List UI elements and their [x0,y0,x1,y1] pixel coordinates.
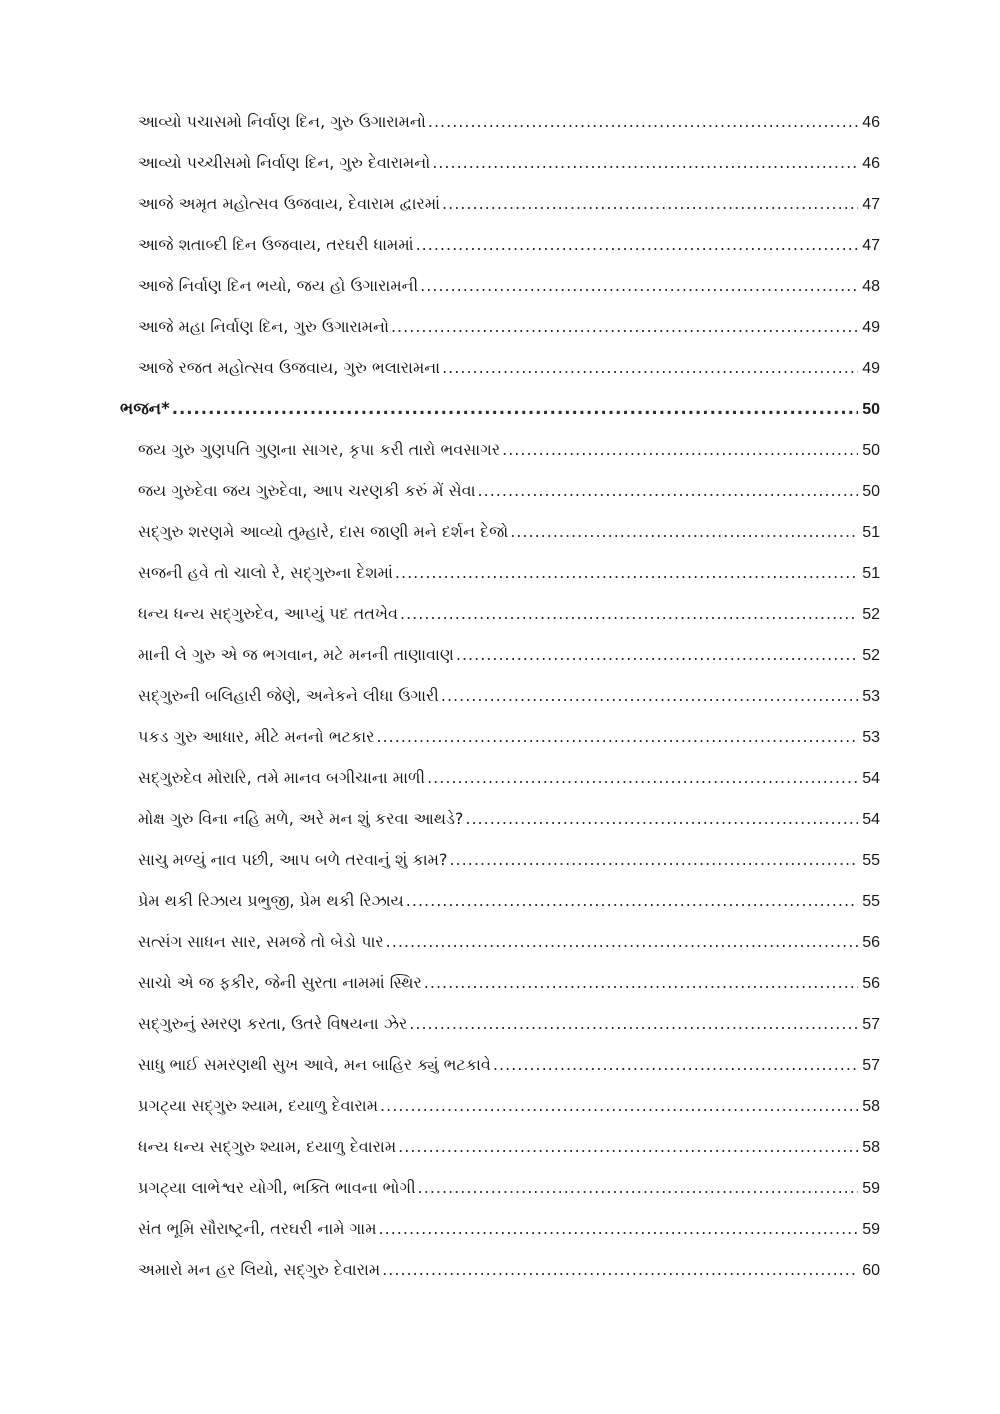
toc-entry-title: આવ્યો પચ્ચીસમો નિર્વાણ દિન, ગુરુ દેવારામનો [138,153,431,172]
dot-leader [418,1178,858,1197]
dot-leader [382,1260,858,1279]
dot-leader [428,112,858,131]
toc-page-number: 48 [862,278,880,295]
toc-entry-title: પ્રગટ્યા સદ્ગુરુ શ્યામ, દયાળુ દેવારામ [138,1096,379,1115]
dot-leader [510,522,858,541]
toc-entry [120,932,880,973]
toc-entry-title: અમારો મન હર લિયો, સદ્ગુરુ દેવારામ [138,1260,381,1279]
toc-entry-title: આજે અમૃત મહોત્સવ ઉજવાય, દેવારામ દ્વારમાં [138,194,441,213]
dot-leader [376,727,858,746]
dot-leader [442,194,858,213]
toc-entry-title: સદ્ગુરુદેવ મોરારિ, તમે માનવ બગીચાના માળી [138,768,426,787]
toc-entry-title: સંત ભૂમિ સૌરાષ્ટ્રની, તરઘરી નામે ગામ [138,1219,377,1238]
toc-entry [120,727,880,768]
toc-entry [120,112,880,153]
toc-entry-title: ભજન* [120,399,170,418]
toc-entry [120,645,880,686]
dot-leader [409,1014,858,1033]
toc-entry-title: સાધુ ભાઈ સમરણથી સુખ આવે, મન બાહિર ક્યું ભટકાવે [138,1055,491,1074]
dot-leader [449,850,858,869]
toc-entry [120,1260,880,1301]
toc-entry-title: આજે રજત મહોત્સવ ઉજવાય, ગુરુ ભલારામના [138,358,441,377]
toc-entry-title: સત્સંગ સાધન સાર, સમજે તો બેડો પાર [138,932,384,951]
toc-entry [120,809,880,850]
toc-entry [120,317,880,358]
toc-page-number: 50 [862,442,880,459]
dot-leader [478,481,858,500]
toc-entry [120,1178,880,1219]
toc-entry [120,604,880,645]
toc-entry-title: આવ્યો પચાસમો નિર્વાણ દિન, ગુરુ ઉગારામનો [138,112,426,131]
toc-page-number: 57 [862,1016,880,1033]
toc-section-heading [120,399,880,440]
toc-page-number: 47 [862,196,880,213]
toc-entry [120,1014,880,1055]
toc-entry-title: સદ્ગુરુનું સ્મરણ કરતા, ઉતરે વિષયના ઝેર [138,1014,408,1033]
toc-page-number: 49 [862,360,880,377]
toc-entry [120,768,880,809]
table-of-contents [120,112,880,1301]
toc-page-number: 57 [862,1057,880,1074]
toc-entry-title: જય ગુરુ ગુણપતિ ગુણના સાગર, કૃપા કરી તારો ભવસાગર [138,440,501,459]
dot-leader [406,891,858,910]
toc-entry-title: મોક્ષ ગુરુ વિના નહિ મળે, અરે મન શું કરવા આથડે? [138,809,464,828]
toc-page-number: 52 [862,606,880,623]
toc-page-number: 55 [862,893,880,910]
toc-page-number: 50 [862,483,880,500]
toc-entry [120,235,880,276]
toc-entry [120,1055,880,1096]
toc-page-number: 49 [862,319,880,336]
toc-page-number: 51 [862,565,880,582]
dot-leader [465,809,858,828]
toc-entry-title: સદ્ગુરુ શરણમે આવ્યો તુમ્હારે, દાસ જાણી મને દર્શન દેજો [138,522,509,541]
toc-page-number: 50 [862,401,880,418]
toc-entry [120,153,880,194]
toc-entry [120,563,880,604]
toc-page-number: 51 [862,524,880,541]
toc-entry [120,522,880,563]
dot-leader [456,645,858,664]
toc-page-number: 46 [862,155,880,172]
toc-entry [120,686,880,727]
toc-entry [120,481,880,522]
toc-entry-title: પ્રગટ્યા લાભેશ્વર યોગી, ભક્તિ ભાવના ભોગી [138,1178,416,1197]
toc-entry-title: સદ્ગુરુની બલિહારી જેણે, અનેકને લીધા ઉગારી [138,686,439,705]
toc-page-number: 53 [862,688,880,705]
toc-page-number: 59 [862,1221,880,1238]
toc-page-number: 52 [862,647,880,664]
dot-leader [424,973,858,992]
dot-leader [395,563,858,582]
toc-entry [120,358,880,399]
dot-leader [172,399,858,418]
toc-page-number: 56 [862,934,880,951]
toc-page-number: 47 [862,237,880,254]
dot-leader [386,932,858,951]
toc-entry-title: જય ગુરુદેવા જય ગુરુદેવા, આપ ચરણકી કરું મેં સેવા [138,481,476,500]
dot-leader [416,235,858,254]
dot-leader [432,153,858,172]
toc-entry [120,973,880,1014]
toc-page-number: 59 [862,1180,880,1197]
dot-leader [391,317,858,336]
toc-entry [120,891,880,932]
toc-page-number: 60 [862,1262,880,1279]
toc-page-number: 54 [862,770,880,787]
dot-leader [400,604,858,623]
toc-entry [120,1219,880,1260]
toc-entry-title: સાચો એ જ ફકીર, જેની સુરતા નામમાં સ્થિર [138,973,422,992]
dot-leader [442,358,858,377]
toc-page-number: 58 [862,1098,880,1115]
toc-entry [120,276,880,317]
toc-entry [120,194,880,235]
dot-leader [420,276,858,295]
dot-leader [502,440,858,459]
toc-entry [120,1096,880,1137]
toc-entry-title: માની લે ગુરુ એ જ ભગવાન, મટે મનની તાણાવાણ [138,645,454,664]
toc-entry-title: આજે મહા નિર્વાણ દિન, ગુરુ ઉગારામનો [138,317,389,336]
toc-entry-title: ધન્ય ધન્ય સદ્ગુરુદેવ, આપ્યું પદ તતખેવ [138,604,398,623]
toc-entry-title: સજની હવે તો ચાલો રે, સદ્ગુરુના દેશમાં [138,563,393,582]
dot-leader [427,768,858,787]
toc-entry-title: આજે નિર્વાણ દિન ભયો, જય હો ઉગારામની [138,276,419,295]
toc-entry-title: પ્રેમ થકી રિઝાય પ્રભુજી, પ્રેમ થકી રિઝાય [138,891,404,910]
toc-entry [120,440,880,481]
toc-entry-title: પકડ ગુરુ આધાર, મીટે મનનો ભટકાર [138,727,375,746]
dot-leader [380,1096,858,1115]
toc-page-number: 55 [862,852,880,869]
dot-leader [441,686,858,705]
dot-leader [398,1137,858,1156]
toc-entry [120,850,880,891]
dot-leader [379,1219,858,1238]
toc-entry-title: સાચુ મળ્યું નાવ પછી, આપ બળે તરવાનું શું કામ? [138,850,448,869]
toc-page-number: 58 [862,1139,880,1156]
toc-page-number: 56 [862,975,880,992]
dot-leader [493,1055,858,1074]
toc-page-number: 46 [862,114,880,131]
toc-page-number: 53 [862,729,880,746]
toc-entry-title: આજે શતાબ્દી દિન ઉજવાય, તરઘરી ધામમાં [138,235,414,254]
toc-entry-title: ધન્ય ધન્ય સદ્ગુરુ શ્યામ, દયાળુ દેવારામ [138,1137,397,1156]
toc-page-number: 54 [862,811,880,828]
toc-entry [120,1137,880,1178]
